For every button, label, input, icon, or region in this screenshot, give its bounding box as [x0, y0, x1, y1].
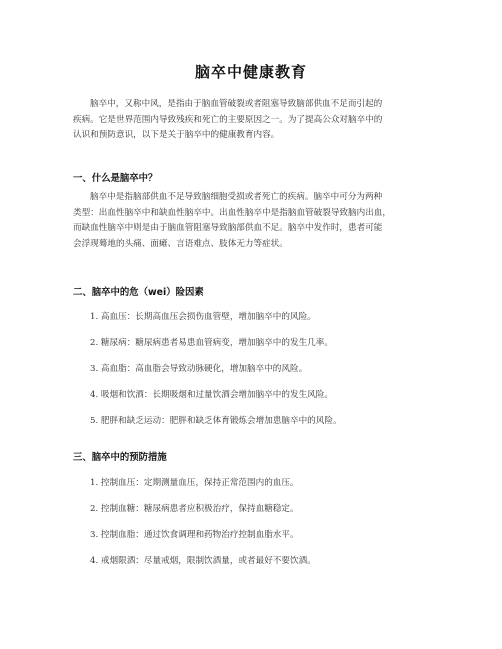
- list-item: 1. 控制血压：定期测量血压，保持正常范围内的血压。: [90, 478, 299, 488]
- section-heading: 一、什么是脑卒中？: [73, 173, 158, 184]
- list-item: 3. 高血脂：高血脂会导致动脉硬化，增加脑卒中的风险。: [90, 364, 308, 374]
- list-item: 2. 糖尿病：糖尿病患者易患血管病变，增加脑卒中的发生几率。: [90, 338, 333, 348]
- paragraph-line: 会浮现蓦地的头痛、面瘫、言语难点、肢体无力等症状。: [73, 238, 288, 249]
- section-heading: 二、脑卒中的危（wei）险因素: [73, 287, 204, 298]
- intro-line: 认识和预防意识，以下是关于脑卒中的健康教育内容。: [73, 130, 280, 140]
- list-item: 5. 肥胖和缺乏运动：肥胖和缺乏体育锻炼会增加患脑卒中的风险。: [90, 416, 342, 426]
- list-item: 4. 戒烟限酒：尽量戒烟，限制饮酒量，或者最好不要饮酒。: [90, 556, 316, 566]
- list-item: 3. 控制血脂：通过饮食调理和药物治疗控制血脂水平。: [90, 530, 299, 540]
- intro-line: 脑卒中，又称中风，是指由于脑血管破裂或者阻塞导致脑部供血不足而引起的: [90, 99, 383, 109]
- document-title: 脑卒中健康教育: [194, 63, 307, 81]
- list-item: 4. 吸烟和饮酒：长期吸烟和过量饮酒会增加脑卒中的发生风险。: [90, 390, 333, 400]
- intro-paragraph: [73, 97, 433, 144]
- section-paragraph: [73, 190, 433, 252]
- section-heading: 三、脑卒中的预防措施: [73, 452, 167, 463]
- intro-line: 疾病。它是世界范围内导致残疾和死亡的主要原因之一。为了提高公众对脑卒中的: [73, 114, 383, 125]
- list-item: 2. 控制血糖：糖尿病患者应积极治疗，保持血糖稳定。: [90, 504, 299, 514]
- paragraph-line: 而缺血性脑卒中则是由于脑血管阻塞导致脑部供血不足。脑卒中发作时，患者可能: [73, 223, 383, 233]
- paragraph-line: 类型：出血性脑卒中和缺血性脑卒中。出血性脑卒中是指脑血管破裂导致脑内出血，: [73, 207, 391, 218]
- paragraph-line: 脑卒中是指脑部供血不足导致脑细胞受损或者死亡的疾病。脑卒中可分为两种: [90, 192, 383, 202]
- list-item: 1. 高血压：长期高血压会损伤血管壁，增加脑卒中的风险。: [90, 312, 316, 322]
